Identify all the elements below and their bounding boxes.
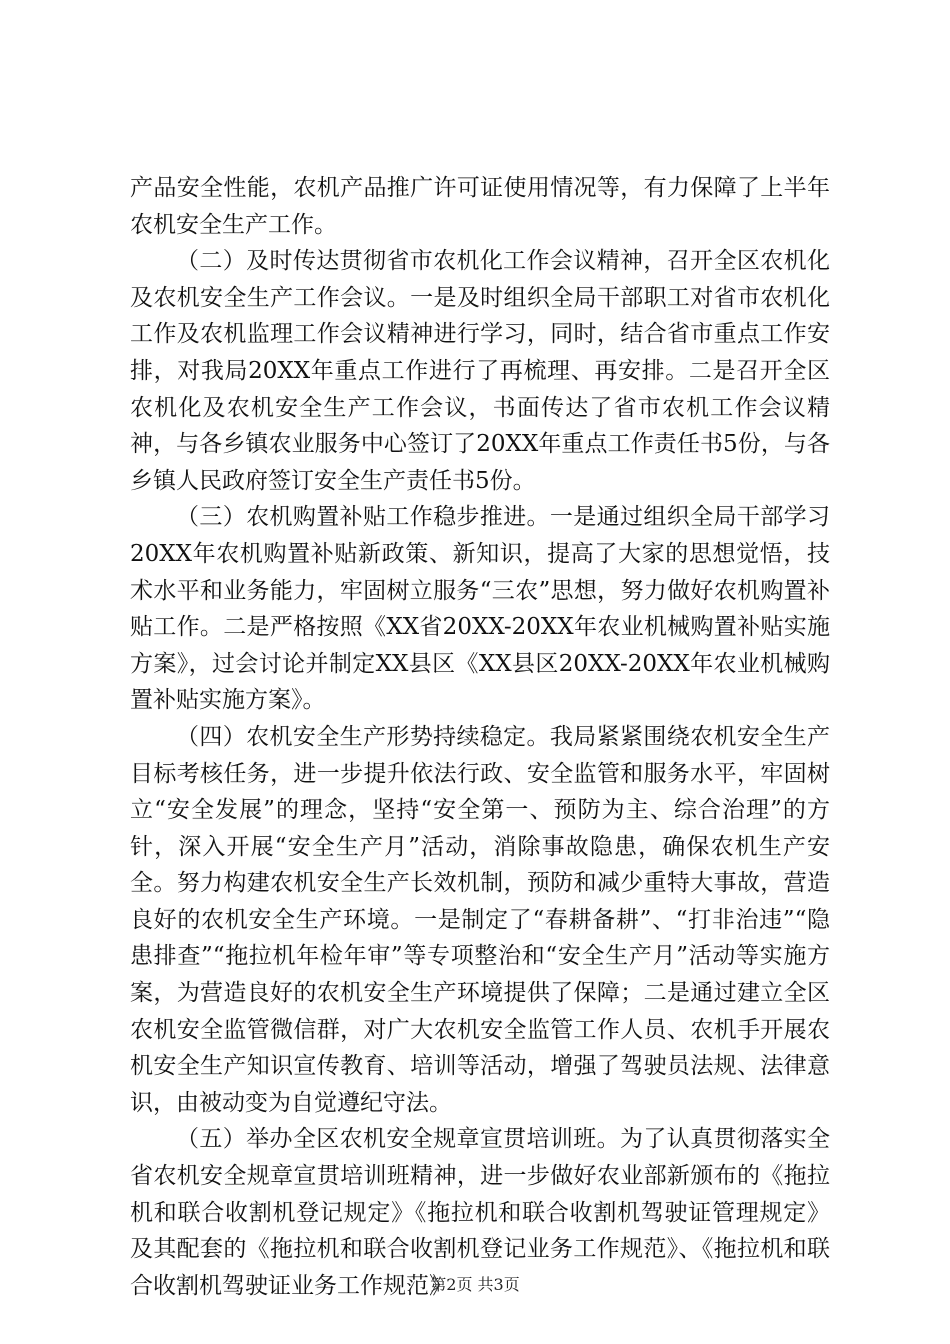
paragraph-section-3: （三）农机购置补贴工作稳步推进。一是通过组织全局干部学习20XX年农机购置补贴新政策、新知识，提高了大家的思想觉悟，技术水平和业务能力，牢固树立服务“三农”思想，努力做好农机购置补贴工作。二是严格按照《XX省20XX-20XX年农业机械购置补贴实施方案》，过会讨论并制定XX县区《XX县区20XX-20XX年农业机械购置补贴实施方案》。: [130, 504, 830, 714]
paragraph-continuation: 产品安全性能，农机产品推广许可证使用情况等，有力保障了上半年农机安全生产工作。: [130, 175, 830, 238]
page-number-footer: 第2页 共3页: [430, 1275, 520, 1294]
paragraph-section-5: （五）举办全区农机安全规章宣贯培训班。为了认真贯彻落实全省农机安全规章宣贯培训班精神，进一步做好农业部新颁布的《拖拉机和联合收割机登记规定》《拖拉机和联合收割机驾驶证管理规定》及其配套的《拖拉机和联合收割机登记业务工作规范》、《拖拉机和联合收割机驾驶证业务工作规范》: [130, 1126, 830, 1299]
paragraph-section-2: （二）及时传达贯彻省市农机化工作会议精神，召开全区农机化及农机安全生产工作会议。一是及时组织全局干部职工对省市农机化工作及农机监理工作会议精神进行学习，同时，结合省市重点工作安排，对我局20XX年重点工作进行了再梳理、再安排。二是召开全区农机化及农机安全生产工作会议，书面传达了省市农机工作会议精神，与各乡镇农业服务中心签订了20XX年重点工作责任书5份，与各乡镇人民政府签订安全生产责任书5份。: [130, 248, 830, 494]
document-body: [130, 170, 830, 1304]
paragraph-section-4: （四）农机安全生产形势持续稳定。我局紧紧围绕农机安全生产目标考核任务，进一步提升依法行政、安全监管和服务水平，牢固树立“安全发展”的理念，坚持“安全第一、预防为主、综合治理”的方针，深入开展“安全生产月”活动，消除事故隐患，确保农机生产安全。努力构建农机安全生产长效机制，预防和减少重特大事故，营造良好的农机安全生产环境。一是制定了“春耕备耕”、“打非治违”“隐患排查”“拖拉机年检年审”等专项整治和“安全生产月”活动等实施方案，为营造良好的农机安全生产环境提供了保障；二是通过建立全区农机安全监管微信群，对广大农机安全监管工作人员、农机手开展农机安全生产知识宣传教育、培训等活动，增强了驾驶员法规、法律意识，由被动变为自觉遵纪守法。: [130, 723, 830, 1116]
